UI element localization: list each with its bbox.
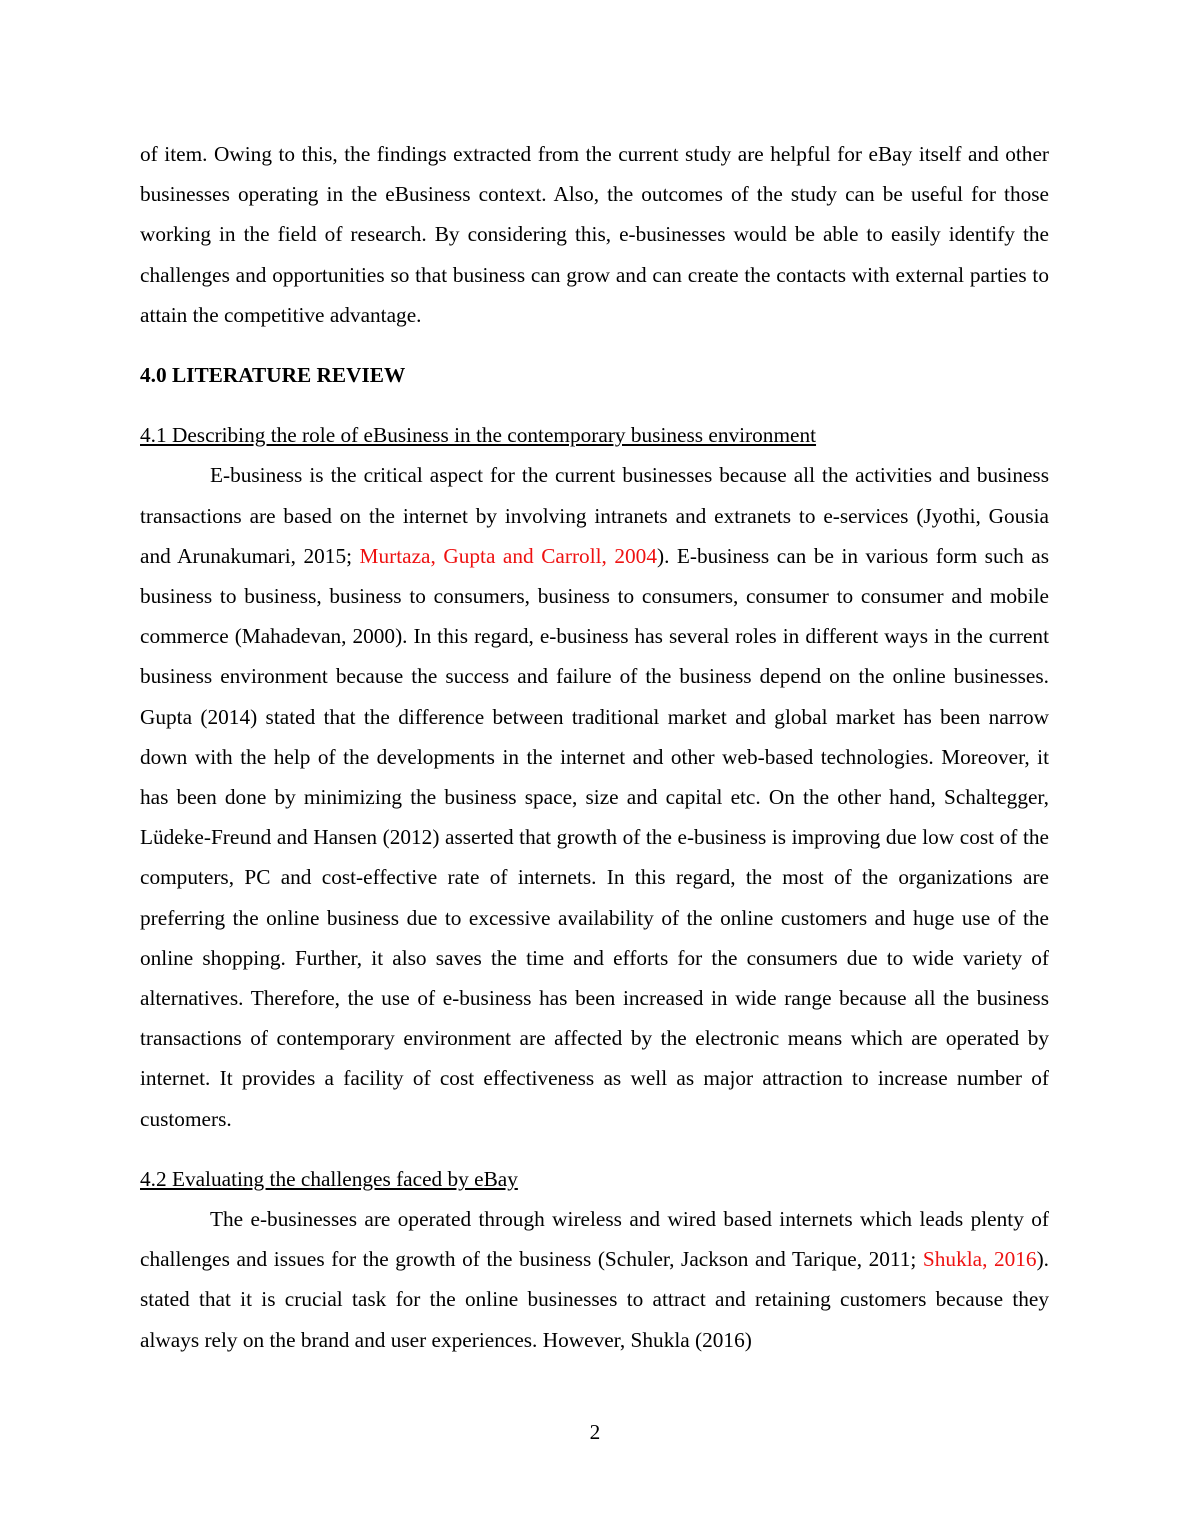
- paragraph-4-1-text-end: ). E-business can be in various form such as business to business, business to consumers, business to consumers, consumer to consumer and mobile commerce (Mahadevan, 2000). In this regard, e-business has several roles in different ways in the current business environment because the success and failure of the business depend on the online businesses. Gupta (2014) stated that the difference between traditional market and global market has been narrow down with the help of the developments in the internet and other web-based technologies. Moreover, it has been done by minimizing the business space, size and capital etc. On the other hand, Schaltegger, Lüdeke-Freund and Hansen (2012) asserted that growth of the e-business is improving due low cost of the computers, PC and cost-effective rate of internets. In this regard, the most of the organizations are preferring the online business due to excessive availability of the online customers and huge use of the online shopping. Further, it also saves the time and efforts for the consumers due to wide variety of alternatives. Therefore, the use of e-business has been increased in wide range because all the business transactions of contemporary environment are affected by the electronic means which are operated by internet. It provides a facility of cost effectiveness as well as major attraction to increase number of customers.: [140, 543, 1049, 1131]
- section-heading-literature-review: 4.0 LITERATURE REVIEW: [140, 363, 406, 388]
- paragraph-4-1-text-start: E-business is the critical aspect for the current businesses because all the activities and business transactions are based on the internet by involving intranets and extranets to e-services (Jyothi, Gousia and Arunakumari, 2015;: [140, 463, 1049, 568]
- paragraph-4-1: [140, 455, 1049, 1138]
- citation-murtaza-2004: Murtaza, Gupta and Carroll, 2004: [359, 543, 657, 568]
- paragraph-4-2: [140, 1199, 1049, 1360]
- intro-paragraph: of item. Owing to this, the findings extracted from the current study are helpful for eBay itself and other businesses operating in the eBusiness context. Also, the outcomes of the study can be useful for those working in the field of research. By considering this, e-businesses would be able to easily identify the challenges and opportunities so that business can grow and can create the contacts with external parties to attain the competitive advantage.: [140, 142, 1049, 327]
- subheading-4-1: 4.1 Describing the role of eBusiness in the contemporary business environment: [140, 423, 817, 448]
- subheading-4-2: 4.2 Evaluating the challenges faced by eBay: [140, 1166, 518, 1191]
- paragraph-4-2-text-end: ). stated that it is crucial task for the online businesses to attract and retaining customers because they always rely on the brand and user experiences. However, Shukla (2016): [140, 1247, 1049, 1352]
- citation-shukla-2016: Shukla, 2016: [922, 1247, 1037, 1272]
- document-page: [140, 134, 1049, 1360]
- paragraph-4-2-text-start: The e-businesses are operated through wireless and wired based internets which leads plenty of challenges and issues for the growth of the business (Schuler, Jackson and Tarique, 2011;: [140, 1207, 1049, 1272]
- page-number: 2: [589, 1420, 601, 1444]
